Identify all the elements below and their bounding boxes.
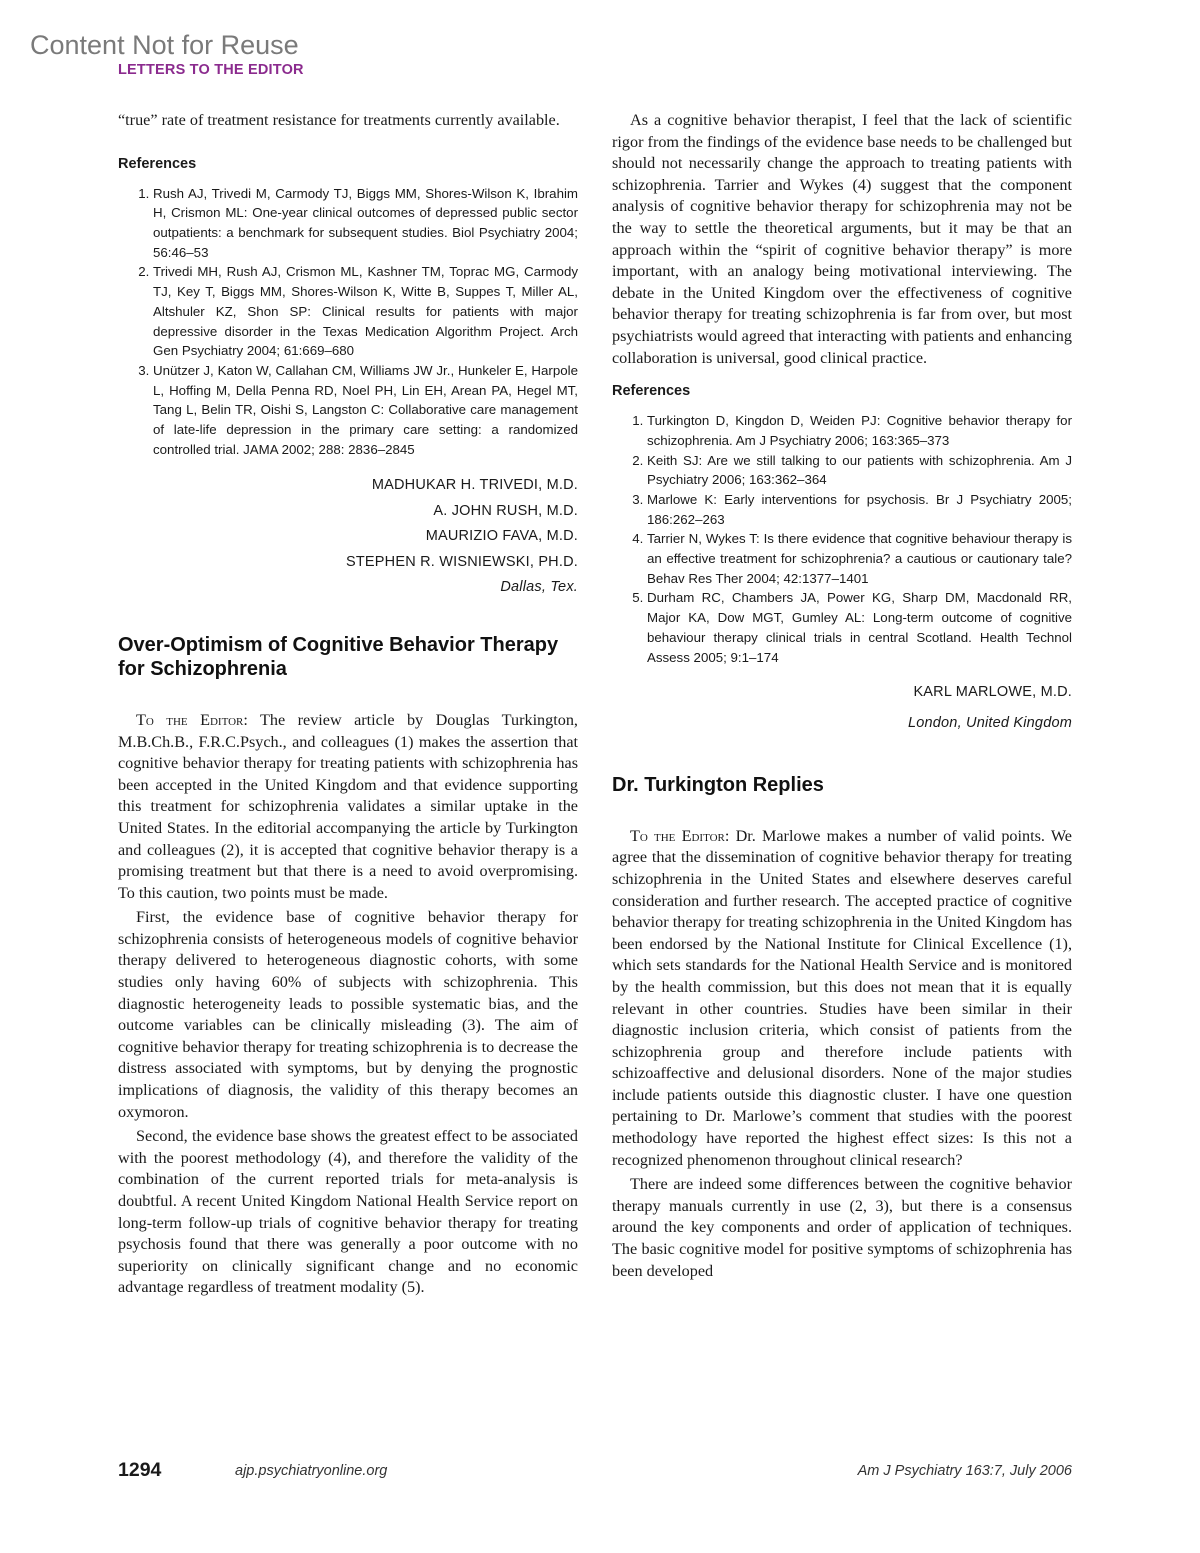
page-number: 1294 — [118, 1459, 162, 1481]
body-paragraph: Second, the evidence base shows the greatest effect to be associated with the poorest methodology (4), and therefore the validity of the combination of the current reported trials for meta-analysis is doubtful. A recent United Kingdom National Health Service report on long-term follow-up trials of cognitive behavior therapy for treating psychosis found that there was generally a poor outcome with no superiority on clinically significant change and no economic advantage regardless of treatment modality (5). — [118, 1127, 578, 1297]
journal-citation: Am J Psychiatry 163:7, July 2006 — [857, 1463, 1072, 1479]
references-heading: References — [118, 155, 197, 172]
body-paragraph: To the Editor: Dr. Marlowe makes a number of valid points. We agree that the dissemination of cognitive behavior therapy for treating schizophrenia in the United States and elsewhere deserves careful consideration and further research. The accepted practice of cognitive behavior therapy for treating schizophrenia in the United Kingdom has been endorsed by the National Institute for Clinical Excellence (1), which sets standards for the National Health Service and is monitored by the health commission, but this does not mean that it is equally relevant in other countries. Studies have been similar in their diagnostic inclusion criteria, which consist of patients from the schizophrenia group and therefore include patients with schizoaffective and delusional disorders. None of the major studies include patients outside this diagnostic cluster. I have one question pertaining to Dr. Marlowe’s comment that studies with the poorest methodology have reported the highest effect sizes: Is this not a recognized phenomenon throughout clinical research? — [612, 826, 1072, 1169]
reference-item: 3. Unützer J, Katon W, Callahan CM, Williams JW Jr., Hunkeler E, Harpole L, Hoffing M, Della Penna RD, Noel PH, Lin EH, Arean PA, Hegel MT, Tang L, Belin TR, Oishi S, Langston C: Collaborative care management of late-life depression in the primary care setting: a randomized controlled trial. JAMA 2002; 288: 2836–2845 — [153, 361, 578, 460]
reference-item: 3. Marlowe K: Early interventions for psychosis. Br J Psychiatry 2005; 186:262–263 — [647, 490, 1072, 529]
reply-title: Dr. Turkington Replies — [612, 774, 824, 797]
reference-item: 1. Rush AJ, Trivedi M, Carmody TJ, Biggs MM, Shores-Wilson K, Ibrahim H, Crismon ML: One-year clinical outcomes of depressed public sector outpatients: a benchmark for subsequent studies. Biol Psychiatry 2004; 56:46–53 — [153, 184, 578, 263]
body-paragraph: First, the evidence base of cognitive behavior therapy for schizophrenia consists of heterogeneous models of cognitive behavior therapy delivered to heterogeneous diagnostic cohorts, with some studies only having 60% of subjects with schizophrenia. This diagnostic heterogeneity leads to possible systematic bias, and the outcome variables can be clinically misleading (3). The aim of cognitive behavior therapy for treating schizophrenia is to decrease the distress associated with symptoms, but by denying the prognostic implications of diagnosis, the validity of this therapy becomes an oxymoron. — [118, 908, 578, 1121]
reference-list — [118, 184, 578, 460]
left-column — [118, 110, 578, 1299]
signature-block — [118, 473, 578, 601]
body-paragraph: As a cognitive behavior therapist, I feel that the lack of scientific rigor from the findings of the evidence base needs to be challenged but should not necessarily change the approach to treating patients with schizophrenia. Tarrier and Wykes (4) suggest that the component analysis of cognitive behavior therapy for schizophrenia may not be the way to settle the theoretical arguments, but it may be that an approach within the “spirit of cognitive behavior therapy” is more important, with an analogy being motivational interviewing. The debate in the United Kingdom over the effectiveness of cognitive behavior therapy for treating schizophrenia is far from over, but most psychiatrists would agreed that interacting with patients and enhancing collaboration is universal, good clinical practice. — [612, 111, 1072, 367]
section-label: LETTERS TO THE EDITOR — [118, 62, 304, 78]
reference-item: 4. Tarrier N, Wykes T: Is there evidence that cognitive behaviour therapy is an effective treatment for schizophrenia? a cautious or cautionary tale? Behav Res Ther 2004; 42:1377–1401 — [647, 529, 1072, 588]
watermark: Content Not for Reuse — [30, 30, 299, 60]
page-footer — [118, 1459, 1072, 1483]
references-heading: References — [612, 383, 691, 400]
article-title: Over-Optimism of Cognitive Behavior Therapy for Schizophrenia — [118, 633, 559, 681]
right-column — [612, 110, 1072, 1282]
journal-url: ajp.psychiatryonline.org — [235, 1463, 388, 1479]
reference-list — [612, 411, 1072, 667]
author-name: MAURIZIO FAVA, M.D. — [425, 528, 578, 545]
salutation: To the Editor: — [136, 710, 248, 729]
body-paragraph: There are indeed some differences between the cognitive behavior therapy manuals currently in use (2, 3), but there is a consensus around the key components and order of application of techniques. The basic cognitive model for positive symptoms of schizophrenia has been developed — [612, 1175, 1072, 1280]
author-location: Dallas, Tex. — [500, 579, 578, 596]
reference-item: 1. Turkington D, Kingdon D, Weiden PJ: Cognitive behavior therapy for schizophrenia. Am J Psychiatry 2006; 163:365–373 — [647, 411, 1072, 450]
author-name: KARL MARLOWE, M.D. — [913, 684, 1072, 701]
body-paragraph: To the Editor: The review article by Douglas Turkington, M.B.Ch.B., F.R.C.Psych., and colleagues (1) makes the assertion that cognitive behavior therapy for treating patients with schizophrenia has been accepted in the United Kingdom and that evidence supporting this treatment for schizophrenia validates a similar uptake in the United States. In the editorial accompanying the article by Turkington and colleagues (2), it is accepted that cognitive behavior therapy is a promising treatment but that there is a need to avoid overpromising. To this caution, two points must be made. — [118, 710, 578, 902]
reference-item: 5. Durham RC, Chambers JA, Power KG, Sharp DM, Macdonald RR, Major KA, Dow MGT, Gumley AL: Long-term outcome of cognitive behaviour therapy clinical trials in central Scotland. Health Technol Assess 2005; 9:1–174 — [647, 588, 1072, 667]
reference-item: 2. Keith SJ: Are we still talking to our patients with schizophrenia. Am J Psychiatry 2006; 163:362–364 — [647, 451, 1072, 490]
author-name: STEPHEN R. WISNIEWSKI, PH.D. — [346, 553, 578, 570]
author-name: A. JOHN RUSH, M.D. — [433, 502, 578, 519]
author-location: London, United Kingdom — [907, 715, 1072, 732]
reference-item: 2. Trivedi MH, Rush AJ, Crismon ML, Kashner TM, Toprac MG, Carmody TJ, Key T, Biggs MM, Shores-Wilson K, Witte B, Suppes T, Miller AL, Altshuler KZ, Shon SP: Clinical results for patients with major depressive disorder in the Texas Medication Algorithm Project. Arch Gen Psychiatry 2004; 61:669–680 — [153, 262, 578, 361]
salutation: To the Editor: — [630, 826, 730, 845]
intro-text: “true” rate of treatment resistance for treatments currently available. — [118, 111, 560, 129]
signature-block — [612, 677, 1072, 739]
author-name: MADHUKAR H. TRIVEDI, M.D. — [371, 477, 578, 494]
